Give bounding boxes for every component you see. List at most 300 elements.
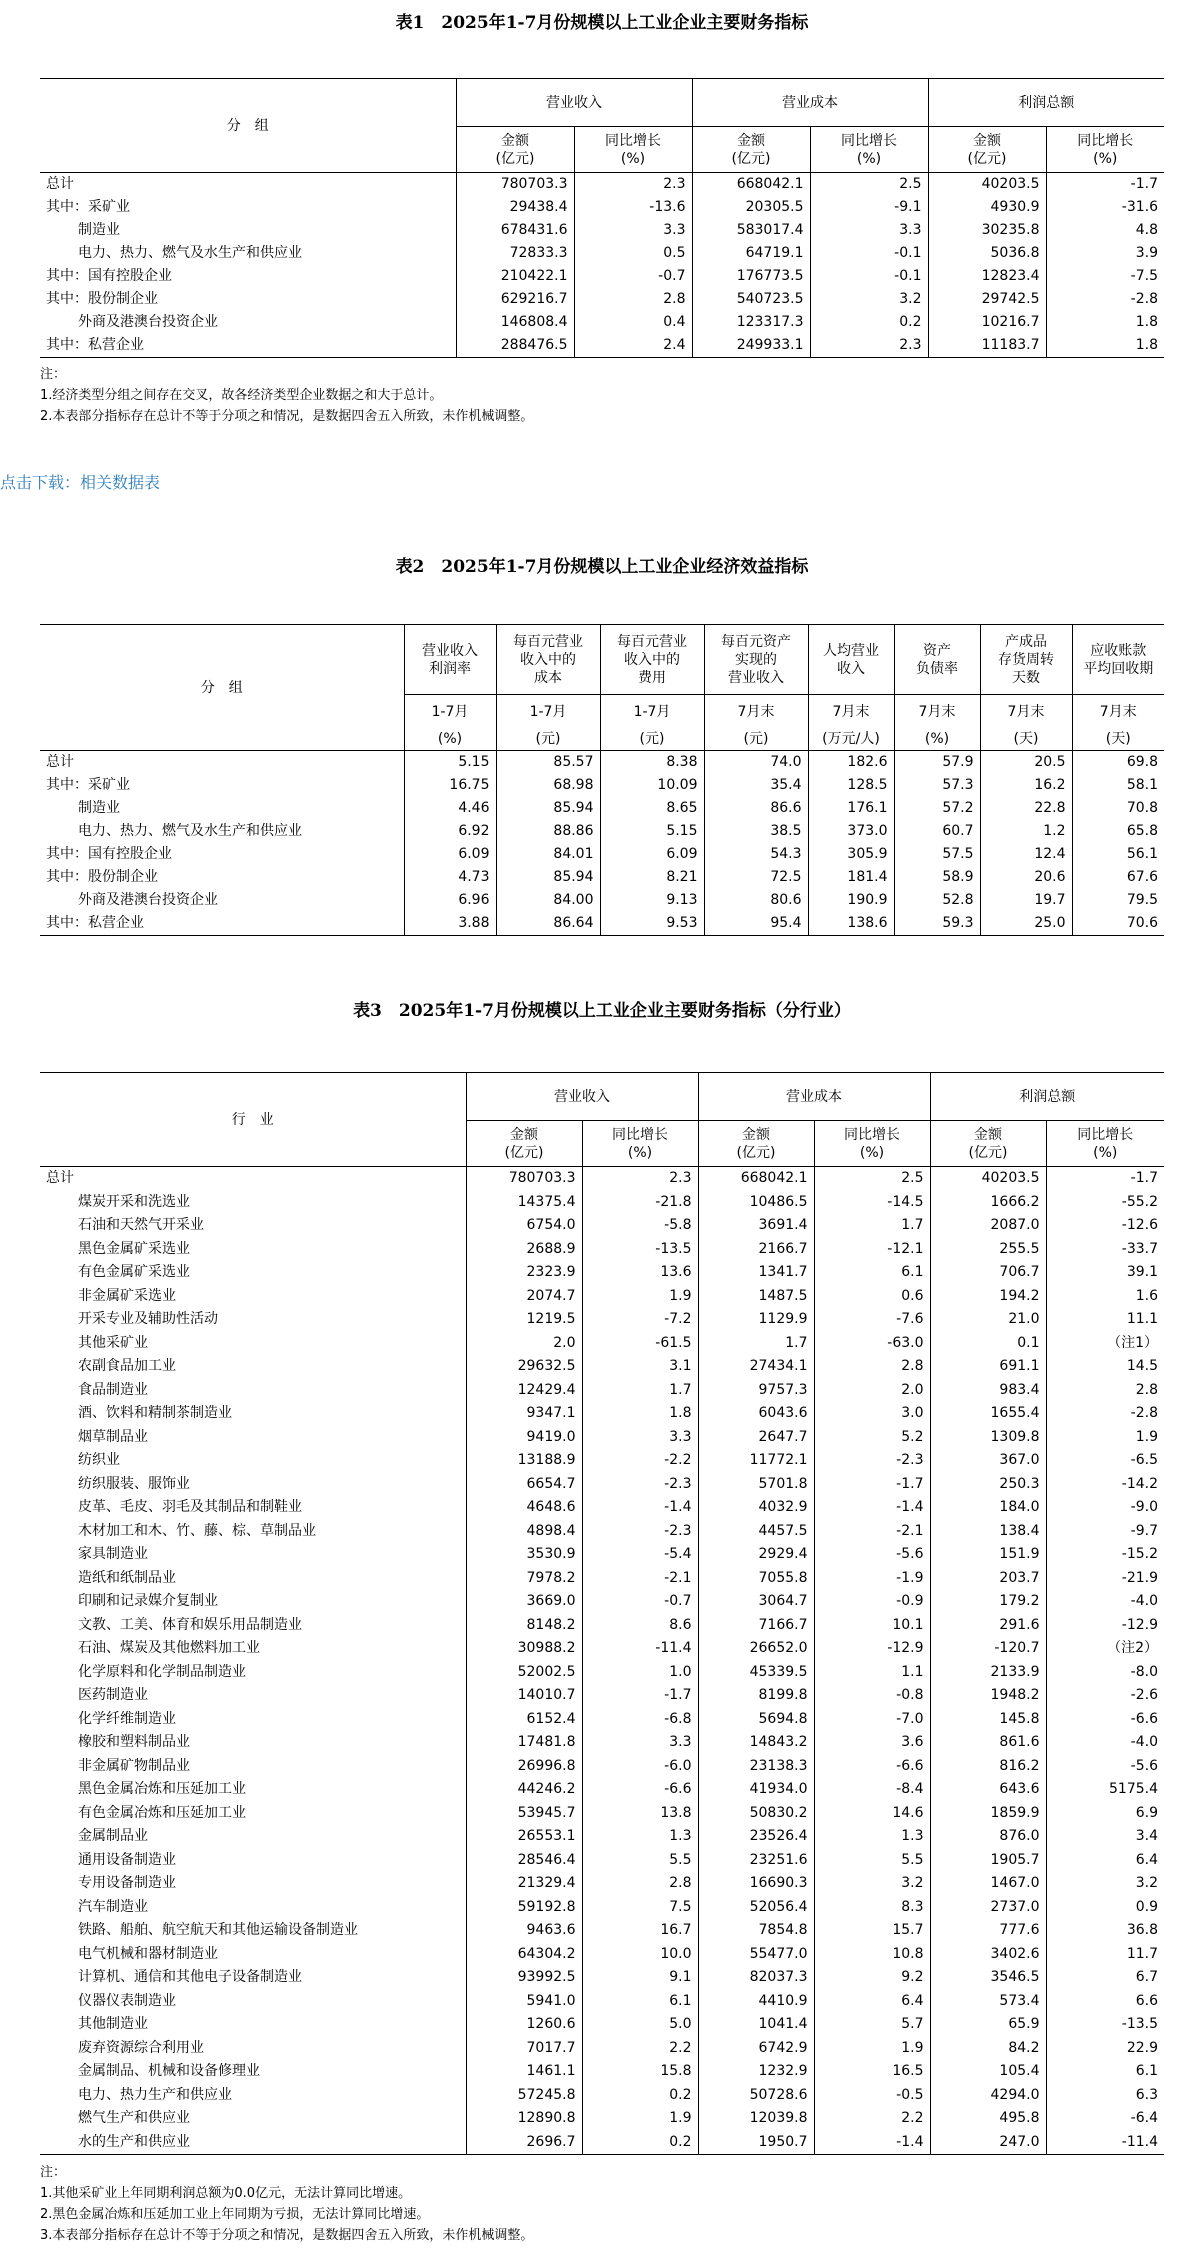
table-row [40,1543,1164,1567]
cell-value: 11.1 [1046,1308,1164,1332]
cell-value: -63.0 [814,1332,930,1356]
row-label: 其中：私营企业 [46,337,144,353]
cell-value: 2.3 [574,173,692,197]
cell-value: 6043.6 [698,1402,814,1426]
cell-value: 53945.7 [466,1802,582,1826]
table-row [40,311,1164,334]
table-row [40,1449,1164,1473]
cell-value: 20305.5 [692,196,810,219]
download-link[interactable]: 点击下载：相关数据表 [0,473,161,492]
cell-value: 14010.7 [466,1684,582,1708]
cell-value: 780703.3 [466,1167,582,1191]
cell-value: 105.4 [930,2060,1046,2084]
t1-sub-amount: 金额 (亿元) [456,127,574,173]
cell-value: -33.7 [1046,1238,1164,1262]
cell-value: 5.2 [814,1426,930,1450]
row-label: 食品制造业 [78,1381,148,1398]
table-row [40,334,1164,358]
cell-value: （注2） [1046,1637,1164,1661]
cell-value: 8.3 [814,1896,930,1920]
cell-value: 64719.1 [692,242,810,265]
cell-value: 12823.4 [928,265,1046,288]
cell-value: 2.2 [582,2037,698,2061]
cell-value: -1.7 [582,1684,698,1708]
cell-value: -8.0 [1046,1661,1164,1685]
row-label: 农副食品加工业 [78,1358,176,1374]
cell-value: 54.3 [704,843,808,866]
cell-value: 1.7 [582,1379,698,1403]
cell-value: 19.7 [980,889,1072,912]
table-row [40,2107,1164,2131]
cell-value: 23251.6 [698,1849,814,1873]
cell-value: 1.9 [582,1285,698,1309]
cell-value: 22.8 [980,797,1072,820]
cell-value: 16.2 [980,774,1072,797]
note-line: 注： [40,367,67,382]
table-row [40,1614,1164,1638]
cell-value: -6.6 [1046,1708,1164,1732]
row-label: 煤炭开采和洗选业 [78,1193,190,1210]
cell-value: 2.2 [814,2107,930,2131]
cell-value: 50830.2 [698,1802,814,1826]
cell-value: 65.8 [1072,820,1164,843]
cell-value: 68.98 [496,774,600,797]
table-row [40,751,1164,775]
table-row [40,1426,1164,1450]
cell-value: 84.01 [496,843,600,866]
cell-value: 6.6 [1046,1990,1164,2014]
table2-unit: (万元/人) [808,729,894,751]
cell-value: 7166.7 [698,1614,814,1638]
table2-unit: (%) [404,729,496,751]
row-label: 化学纤维制造业 [78,1710,176,1727]
cell-value: 6.4 [1046,1849,1164,1873]
cell-value: 10.0 [582,1943,698,1967]
cell-value: 3064.7 [698,1590,814,1614]
cell-value: 6.96 [404,889,496,912]
table-row [40,774,1164,797]
cell-value: -1.7 [814,1473,930,1497]
table-row [40,1402,1164,1426]
row-label: 汽车制造业 [78,1898,148,1915]
cell-value: 11.7 [1046,1943,1164,1967]
cell-value: 249933.1 [692,334,810,358]
cell-value: 70.6 [1072,912,1164,936]
cell-value: 4032.9 [698,1496,814,1520]
table1-col-revenue: 营业收入 [456,79,692,127]
cell-value: 1.3 [582,1825,698,1849]
cell-value: 85.94 [496,797,600,820]
cell-value: -0.1 [810,242,928,265]
cell-value: 28546.4 [466,1849,582,1873]
table-row [40,1802,1164,1826]
cell-value: -5.6 [1046,1755,1164,1779]
cell-value: 1.0 [582,1661,698,1685]
cell-value: 11183.7 [928,334,1046,358]
cell-value: -11.4 [582,1637,698,1661]
cell-value: -9.7 [1046,1520,1164,1544]
cell-value: 6742.9 [698,2037,814,2061]
cell-value: 495.8 [930,2107,1046,2131]
cell-value: 2.5 [814,1167,930,1191]
table1-title: 表1 2025年1-7月份规模以上工业企业主要财务指标 [395,13,809,33]
cell-value: -12.6 [1046,1214,1164,1238]
row-label: 印刷和记录媒介复制业 [78,1593,218,1609]
cell-value: 573.4 [930,1990,1046,2014]
cell-value: 6754.0 [466,1214,582,1238]
cell-value: 69.8 [1072,751,1164,775]
cell-value: 9463.6 [466,1919,582,1943]
cell-value: 190.9 [808,889,894,912]
cell-value: 44246.2 [466,1778,582,1802]
row-label: 总计 [46,754,74,770]
cell-value: -0.7 [574,265,692,288]
cell-value: 50728.6 [698,2084,814,2108]
row-label: 水的生产和供应业 [78,2133,190,2150]
row-label: 电力、热力生产和供应业 [78,2086,232,2103]
cell-value: 1.9 [1046,1426,1164,1450]
cell-value: 145.8 [930,1708,1046,1732]
cell-value: 861.6 [930,1731,1046,1755]
cell-value: 6654.7 [466,1473,582,1497]
cell-value: 668042.1 [692,173,810,197]
cell-value: 0.2 [582,2084,698,2108]
cell-value: 2.8 [582,1872,698,1896]
cell-value: 6152.4 [466,1708,582,1732]
cell-value: 64304.2 [466,1943,582,1967]
table2-unit: (%) [894,729,980,751]
cell-value: 668042.1 [698,1167,814,1191]
cell-value: 1.1 [814,1661,930,1685]
row-label: 制造业 [78,222,120,238]
cell-value: 2323.9 [466,1261,582,1285]
table2-period: 7月末 [1072,695,1164,729]
cell-value: 3669.0 [466,1590,582,1614]
cell-value: 2.5 [810,173,928,197]
table-row [40,1308,1164,1332]
cell-value: 21.0 [930,1308,1046,1332]
cell-value: 23138.3 [698,1755,814,1779]
cell-value: 10.1 [814,1614,930,1638]
cell-value: 5.0 [582,2013,698,2037]
cell-value: -12.9 [1046,1614,1164,1638]
table-row [40,843,1164,866]
table-row [40,1285,1164,1309]
cell-value: 80.6 [704,889,808,912]
note-line: 3.本表部分指标存在总计不等于分项之和情况，是数据四舍五入所致，未作机械调整。 [40,2228,534,2243]
cell-value: 16690.3 [698,1872,814,1896]
cell-value: 1.7 [698,1332,814,1356]
cell-value: 0.1 [930,1332,1046,1356]
table-row [40,1238,1164,1262]
cell-value: 21329.4 [466,1872,582,1896]
cell-value: 1467.0 [930,1872,1046,1896]
cell-value: 16.75 [404,774,496,797]
row-label: 外商及港澳台投资企业 [78,314,218,330]
cell-value: 876.0 [930,1825,1046,1849]
row-label: 金属制品、机械和设备修理业 [78,2063,260,2079]
table-row [40,1849,1164,1873]
cell-value: 6.3 [1046,2084,1164,2108]
cell-value: 14.6 [814,1802,930,1826]
cell-value: 184.0 [930,1496,1046,1520]
cell-value: 8.38 [600,751,704,775]
cell-value: 4898.4 [466,1520,582,1544]
table-row [40,2060,1164,2084]
cell-value: 14.5 [1046,1355,1164,1379]
cell-value: 5.5 [582,1849,698,1873]
cell-value: 0.2 [810,311,928,334]
cell-value: 67.6 [1072,866,1164,889]
cell-value: 1219.5 [466,1308,582,1332]
cell-value: 52002.5 [466,1661,582,1685]
row-label: 总计 [46,176,74,192]
row-label: 燃气生产和供应业 [78,2110,190,2126]
row-label: 烟草制品业 [78,1428,148,1445]
cell-value: 7017.7 [466,2037,582,2061]
cell-value: 29438.4 [456,196,574,219]
cell-value: -2.3 [582,1473,698,1497]
table-row [40,866,1164,889]
table-row [40,1731,1164,1755]
cell-value: 35.4 [704,774,808,797]
cell-value: 305.9 [808,843,894,866]
cell-value: -1.9 [814,1567,930,1591]
cell-value: 72.5 [704,866,808,889]
cell-value: 3402.6 [930,1943,1046,1967]
cell-value: 691.1 [930,1355,1046,1379]
row-label: 其中：国有控股企业 [46,268,172,284]
table1-group-header: 分 组 [40,79,456,173]
cell-value: 176773.5 [692,265,810,288]
cell-value: 5.15 [404,751,496,775]
row-label: 通用设备制造业 [78,1851,176,1868]
cell-value: -1.7 [1046,1167,1164,1191]
cell-value: 5.7 [814,2013,930,2037]
cell-value: -2.3 [814,1449,930,1473]
cell-value: -6.6 [582,1778,698,1802]
note-line: 2.本表部分指标存在总计不等于分项之和情况，是数据四舍五入所致，未作机械调整。 [40,409,534,424]
cell-value: -6.4 [1046,2107,1164,2131]
cell-value: 13188.9 [466,1449,582,1473]
table-row [40,219,1164,242]
row-label: 石油、煤炭及其他燃料加工业 [78,1640,260,1656]
cell-value: -12.1 [814,1238,930,1262]
cell-value: 128.5 [808,774,894,797]
table2-col-header: 每百元营业 收入中的 成本 [496,625,600,695]
cell-value: 6.09 [404,843,496,866]
row-label: 橡胶和塑料制品业 [78,1734,190,1750]
cell-value: 3.4 [1046,1825,1164,1849]
table-row [40,797,1164,820]
note-line: 2.黑色金属冶炼和压延加工业上年同期为亏损，无法计算同比增速。 [40,2207,430,2222]
cell-value: -2.8 [1046,288,1164,311]
table-row [40,288,1164,311]
cell-value: 10216.7 [928,311,1046,334]
cell-value: -1.4 [582,1496,698,1520]
cell-value: -4.0 [1046,1731,1164,1755]
cell-value: 678431.6 [456,219,574,242]
row-label: 有色金属冶炼和压延加工业 [78,1804,246,1821]
table2-unit: (天) [980,729,1072,751]
cell-value: 93992.5 [466,1966,582,1990]
cell-value: 26996.8 [466,1755,582,1779]
row-label: 有色金属矿采选业 [78,1264,190,1280]
cell-value: 85.94 [496,866,600,889]
cell-value: -2.3 [582,1520,698,1544]
cell-value: -0.1 [810,265,928,288]
cell-value: 3.3 [810,219,928,242]
table1 [40,78,1164,358]
row-label: 开采专业及辅助性活动 [78,1311,218,1327]
cell-value: 57.2 [894,797,980,820]
table-row [40,1214,1164,1238]
cell-value: 138.4 [930,1520,1046,1544]
cell-value: 3.2 [814,1872,930,1896]
cell-value: 0.4 [574,311,692,334]
row-label: 木材加工和木、竹、藤、棕、草制品业 [78,1522,316,1539]
cell-value: -13.6 [574,196,692,219]
cell-value: 1487.5 [698,1285,814,1309]
cell-value: 5.15 [600,820,704,843]
cell-value: 7854.8 [698,1919,814,1943]
cell-value: 2133.9 [930,1661,1046,1685]
cell-value: 1129.9 [698,1308,814,1332]
note-line: 1.其他采矿业上年同期利润总额为0.0亿元，无法计算同比增速。 [40,2186,412,2201]
table2-col-header: 营业收入 利润率 [404,625,496,695]
row-label: 电力、热力、燃气及水生产和供应业 [78,245,302,261]
cell-value: 88.86 [496,820,600,843]
cell-value: -7.2 [582,1308,698,1332]
table2-period: 7月末 [704,695,808,729]
cell-value: -0.7 [582,1590,698,1614]
cell-value: 1041.4 [698,2013,814,2037]
cell-value: -9.0 [1046,1496,1164,1520]
cell-value: 3.2 [810,288,928,311]
table-row [40,1496,1164,1520]
cell-value: -7.5 [1046,265,1164,288]
cell-value: 2.8 [1046,1379,1164,1403]
cell-value: 1859.9 [930,1802,1046,1826]
cell-value: 182.6 [808,751,894,775]
table-row [40,1778,1164,1802]
cell-value: 13.8 [582,1802,698,1826]
cell-value: -13.5 [1046,2013,1164,2037]
cell-value: 86.6 [704,797,808,820]
table-row [40,912,1164,936]
cell-value: 1309.8 [930,1426,1046,1450]
row-label: 非金属矿采选业 [78,1287,176,1304]
t1-sub-amount: 金额 (亿元) [928,127,1046,173]
table-row [40,2037,1164,2061]
cell-value: 15.7 [814,1919,930,1943]
table2-col-header: 每百元营业 收入中的 费用 [600,625,704,695]
cell-value: 2.3 [582,1167,698,1191]
cell-value: 2929.4 [698,1543,814,1567]
cell-value: 86.64 [496,912,600,936]
cell-value: 84.2 [930,2037,1046,2061]
cell-value: -6.6 [814,1755,930,1779]
cell-value: -15.2 [1046,1543,1164,1567]
cell-value: 780703.3 [456,173,574,197]
cell-value: 179.2 [930,1590,1046,1614]
cell-value: 2.4 [574,334,692,358]
cell-value: 4410.9 [698,1990,814,2014]
row-label: 其中：私营企业 [46,915,144,931]
cell-value: 0.6 [814,1285,930,1309]
cell-value: 1666.2 [930,1191,1046,1215]
cell-value: 5701.8 [698,1473,814,1497]
cell-value: -6.0 [582,1755,698,1779]
table2-unit: (元) [704,729,808,751]
table-row [40,2013,1164,2037]
note-line: 1.经济类型分组之间存在交叉，故各经济类型企业数据之和大于总计。 [40,388,443,403]
cell-value: 540723.5 [692,288,810,311]
cell-value: 1341.7 [698,1261,814,1285]
table-row [40,1637,1164,1661]
table2 [40,624,1164,936]
cell-value: 8.21 [600,866,704,889]
table3-notes [40,2162,533,2246]
row-label: 皮革、毛皮、羽毛及其制品和制鞋业 [78,1499,302,1515]
row-label: 医药制造业 [78,1687,148,1703]
cell-value: 20.6 [980,866,1072,889]
cell-value: 16.5 [814,2060,930,2084]
cell-value: 983.4 [930,1379,1046,1403]
cell-value: 10.8 [814,1943,930,1967]
t3-sub-growth: 同比增长 (%) [582,1121,698,1167]
cell-value: 151.9 [930,1543,1046,1567]
table2-group-header: 分 组 [40,625,404,751]
cell-value: 5.5 [814,1849,930,1873]
cell-value: 583017.4 [692,219,810,242]
table1-col-profit: 利润总额 [928,79,1164,127]
cell-value: 52.8 [894,889,980,912]
cell-value: 7.5 [582,1896,698,1920]
cell-value: 9347.1 [466,1402,582,1426]
table3-group-header: 行 业 [40,1073,466,1167]
cell-value: 3691.4 [698,1214,814,1238]
table2-col-header: 产成品 存货周转 天数 [980,625,1072,695]
t3-sub-growth: 同比增长 (%) [1046,1121,1164,1167]
cell-value: （注1） [1046,1332,1164,1356]
table-row [40,1708,1164,1732]
row-label: 其中：股份制企业 [46,869,158,885]
cell-value: 29632.5 [466,1355,582,1379]
cell-value: 85.57 [496,751,600,775]
cell-value: 7055.8 [698,1567,814,1591]
cell-value: 1.9 [582,2107,698,2131]
cell-value: 36.8 [1046,1919,1164,1943]
cell-value: -6.5 [1046,1449,1164,1473]
row-label: 其中：国有控股企业 [46,846,172,862]
t1-sub-growth: 同比增长 (%) [1046,127,1164,173]
cell-value: 25.0 [980,912,1072,936]
cell-value: 2166.7 [698,1238,814,1262]
cell-value: -12.9 [814,1637,930,1661]
cell-value: 57.5 [894,843,980,866]
row-label: 金属制品业 [78,1828,148,1844]
cell-value: 6.1 [582,1990,698,2014]
cell-value: 38.5 [704,820,808,843]
row-label: 电力、热力、燃气及水生产和供应业 [78,823,302,839]
cell-value: 816.2 [930,1755,1046,1779]
t3-sub-amount: 金额 (亿元) [930,1121,1046,1167]
table-row [40,1567,1164,1591]
cell-value: -6.8 [582,1708,698,1732]
table2-period: 1-7月 [404,695,496,729]
cell-value: 13.6 [582,1261,698,1285]
